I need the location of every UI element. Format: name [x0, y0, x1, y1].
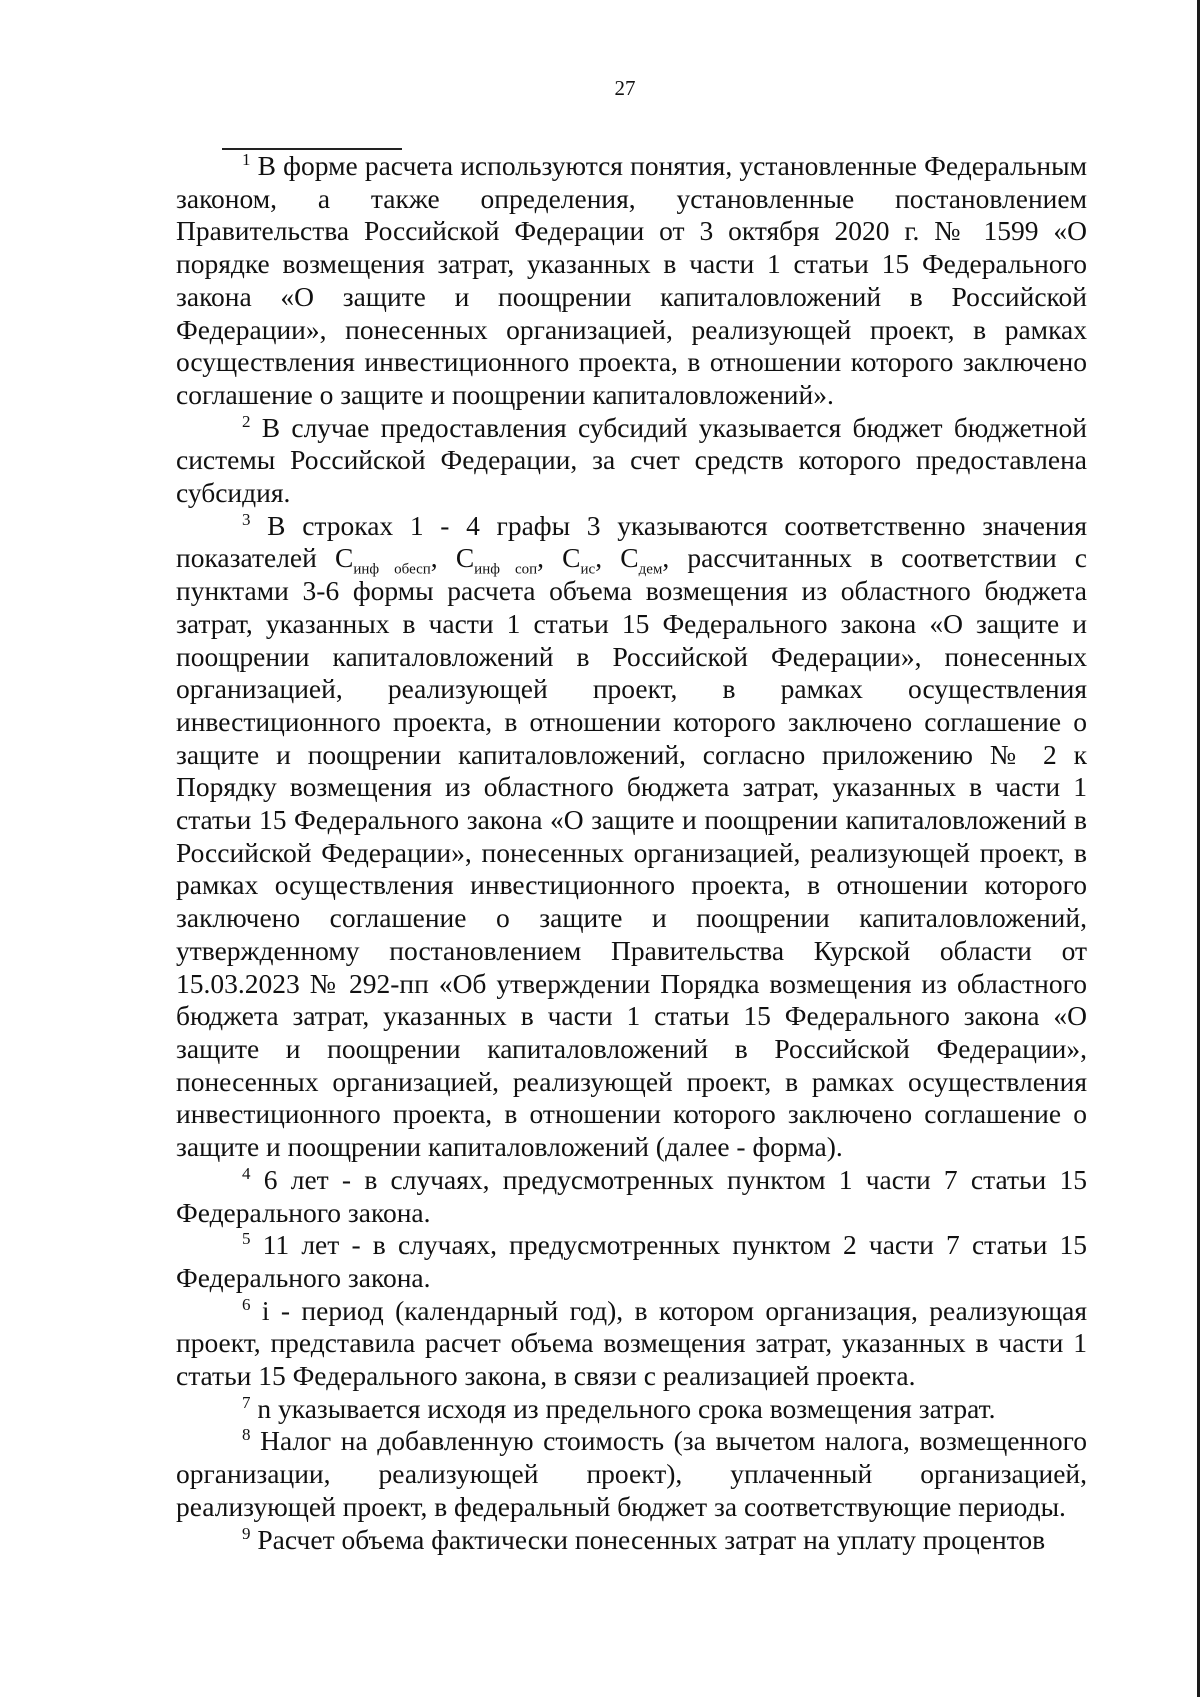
footnote-text: 6 лет - в случаях, предусмотренных пунктом 1 части 7 статьи 15 Федерального закона. — [176, 1163, 1087, 1228]
footnote-text: n указывается исходя из предельного срока возмещения затрат. — [250, 1392, 996, 1424]
footnote-5 — [176, 1229, 1087, 1294]
indicator-subscript: дем — [638, 561, 663, 578]
footnote-3 — [176, 510, 1087, 1164]
footnote-text: i - период (календарный год), в котором организация, реализующая проект, представила расчет объема возмещения затрат, указанных в части 1 статьи 15 Федерального закона, в связи с реализацией проекта. — [176, 1294, 1087, 1392]
indicator-subscript: инф соп — [474, 561, 538, 578]
footnote-text: В строках 1 - 4 графы 3 указываются соответственно значения показателей С — [176, 509, 1087, 574]
footnote-1 — [176, 150, 1087, 412]
footnote-2 — [176, 412, 1087, 510]
footnote-text: В случае предоставления субсидий указывается бюджет бюджетной системы Российской Федерации, за счет средств которого предоставлена субсидия. — [176, 411, 1087, 509]
footnote-text: , рассчитанных в соответствии с пунктами 3-6 формы расчета объема возмещения из областного бюджета затрат, указанных в части 1 статьи 15 Федерального закона «О защите и поощрении капиталовложений в Российской Федерации», понесенных организацией, реализующей проект, в рамках осуществления инвестиционного проекта, в отношении которого заключено соглашение о защите и поощрении капиталовложений, согласно приложению № 2 к Порядку возмещения из областного бюджета затрат, указанных в части 1 статьи 15 Федерального закона «О защите и поощрении капиталовложений в Российской Федерации», понесенных организацией, реализующей проект, в рамках осуществления инвестиционного проекта, в отношении которого заключено соглашение о защите и поощрении капиталовложений, утвержденному постановлением Правительства Курской области от 15.03.2023 № 292-пп «Об утверждении Порядка возмещения из областного бюджета затрат, указанных в части 1 статьи 15 Федерального закона «О защите и поощрении капиталовложений в Российской Федерации», понесенных организацией, реализующей проект, в рамках осуществления инвестиционного проекта, в отношении которого заключено соглашение о защите и поощрении капиталовложений (далее - форма). — [176, 542, 1088, 1163]
footnote-text: Расчет объема фактически понесенных затрат на уплату процентов — [250, 1523, 1046, 1555]
footnote-text: , С — [537, 542, 581, 574]
footnote-mark: 5 — [242, 1229, 251, 1249]
footnote-text: , С — [595, 542, 639, 574]
footnote-mark: 4 — [242, 1163, 251, 1183]
footnote-mark: 3 — [242, 509, 251, 529]
indicator-subscript: ис — [580, 561, 596, 578]
footnote-9 — [176, 1524, 1087, 1557]
footnote-mark: 9 — [242, 1523, 251, 1543]
footnote-8 — [176, 1425, 1087, 1523]
footnote-mark: 2 — [242, 411, 251, 431]
footnote-mark: 6 — [242, 1294, 251, 1314]
footnotes-block — [176, 150, 1087, 1556]
footnote-text: 11 лет - в случаях, предусмотренных пунктом 2 части 7 статьи 15 Федерального закона. — [176, 1229, 1087, 1293]
footnote-mark: 7 — [242, 1392, 251, 1412]
footnote-text: , С — [430, 542, 475, 574]
footnote-text: Налог на добавленную стоимость (за вычетом налога, возмещенного организации, реализующей проект), уплаченный организацией, реализующей проект, в федеральный бюджет за соответствующие периоды. — [176, 1425, 1087, 1522]
footnote-7 — [176, 1393, 1087, 1426]
footnote-4 — [176, 1164, 1087, 1229]
page-number: 27 — [614, 76, 636, 100]
footnote-mark: 8 — [242, 1425, 251, 1445]
footnote-6 — [176, 1295, 1087, 1393]
footnote-text: В форме расчета используются понятия, установленные Федеральным законом, а также определения, установленные постановлением Правительства Российской Федерации от 3 октября 2020 г. № 1599 «О порядке возмещения затрат, указанных в части 1 статьи 15 Федерального закона «О защите и поощрении капиталовложений в Российской Федерации», понесенных организацией, реализующей проект, в рамках осуществления инвестиционного проекта, в отношении которого заключено соглашение о защите и поощрении капиталовложений». — [176, 150, 1087, 410]
footnote-mark: 1 — [242, 149, 251, 169]
indicator-subscript: инф обесп — [353, 561, 431, 578]
